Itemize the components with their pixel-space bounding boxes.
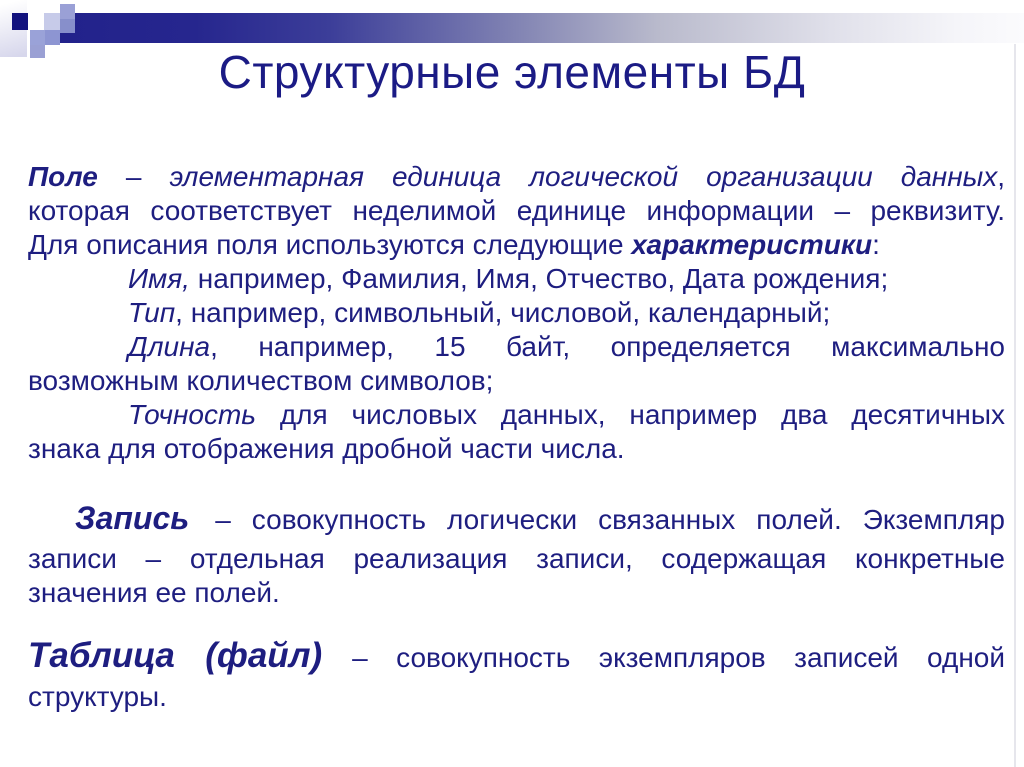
text-segment: элементарная единица логической организации данных [169,161,998,192]
text-segment: записи – отдельная реализация записи, содержащая конкретные [28,543,1005,574]
decor-square-3 [60,19,75,33]
text-segment: Точность [128,399,257,430]
text-segment: , например, символьный, числовой, календарный; [175,297,831,328]
text-line [28,542,1005,576]
text-segment: структуры. [28,681,167,712]
decor-square-5 [45,30,60,45]
text-segment: , [997,161,1005,192]
text-line [28,576,1005,610]
text-segment: Длина [128,331,211,362]
text-line [28,228,1005,262]
text-segment: возможным количеством символов; [28,365,494,396]
text-segment: Таблица (файл) [28,636,323,675]
text-segment: Имя, [128,263,190,294]
text-line [28,632,1005,680]
text-segment: – совокупность экземпляров записей одной [352,642,1005,673]
text-segment: Тип [128,297,176,328]
slide-right-edge [1014,44,1016,767]
text-segment: характеристики [631,229,873,260]
text-segment: значения ее полей. [28,577,280,608]
text-segment: которая соответствует неделимой единице информации – реквизиту. [28,195,1005,226]
decor-square-1 [44,13,60,30]
text-segment: Запись [75,500,190,536]
header-bar [60,13,1024,43]
decor-square-4 [30,30,45,45]
text-line [28,398,1005,432]
text-segment: Поле [28,161,98,192]
text-line [28,432,1005,466]
text-segment: , например, 15 байт, определяется максимально [210,331,1005,362]
text-segment: для числовых данных, например два десятичных [256,399,1005,430]
text-segment: Для описания поля используются следующие [28,229,632,260]
text-line [28,160,1005,194]
text-segment: например, Фамилия, Имя, Отчество, Дата рождения; [189,263,889,294]
text-line [28,296,1005,330]
decor-square-navy [12,13,28,30]
decor-square-2 [60,4,75,19]
text-line [28,494,1005,542]
slide-title: Структурные элементы БД [218,46,806,98]
text-segment: : [872,229,880,260]
text-line [28,680,1005,714]
text-line [28,364,1005,398]
text-segment: знака для отображения дробной части числа. [28,433,625,464]
text-line [28,262,1005,296]
text-line [28,330,1005,364]
text-line [28,194,1005,228]
text-segment: – совокупность логически связанных полей. Экземпляр [215,504,1005,535]
body-text [28,160,1005,714]
text-segment: – [97,161,170,192]
